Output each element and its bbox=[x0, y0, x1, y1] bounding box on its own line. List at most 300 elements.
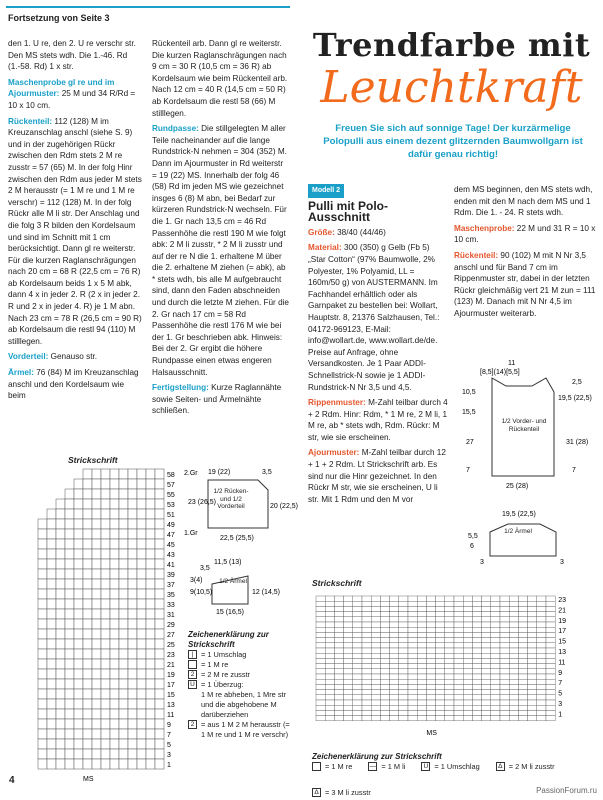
chart-cell bbox=[390, 632, 399, 637]
chart-cell bbox=[491, 664, 500, 669]
chart-cell bbox=[482, 627, 491, 632]
chart-cell bbox=[371, 658, 380, 663]
chart-cell bbox=[454, 622, 463, 627]
chart-cell bbox=[546, 612, 555, 617]
chart-cell bbox=[380, 653, 389, 658]
chart-cell bbox=[74, 759, 83, 769]
chart-cell bbox=[83, 669, 92, 679]
chart-cell bbox=[316, 710, 325, 715]
chart-cell bbox=[528, 638, 537, 643]
chart-cell bbox=[482, 674, 491, 679]
chart-cell bbox=[316, 658, 325, 663]
chart-cell bbox=[65, 699, 74, 709]
chart-cell bbox=[390, 601, 399, 606]
chart-cell bbox=[65, 559, 74, 569]
row-number: 13 bbox=[558, 649, 566, 656]
chart-cell bbox=[353, 664, 362, 669]
chart-cell bbox=[509, 674, 518, 679]
chart-cell bbox=[362, 700, 371, 705]
chart-cell bbox=[137, 519, 146, 529]
chart-cell bbox=[344, 664, 353, 669]
chart-cell bbox=[537, 679, 546, 684]
dim-top-small: 11 bbox=[508, 360, 516, 367]
chart-cell bbox=[110, 629, 119, 639]
chart-cell bbox=[537, 596, 546, 601]
chart-cell bbox=[83, 479, 92, 489]
chart-cell bbox=[482, 695, 491, 700]
chart-cell bbox=[546, 643, 555, 648]
chart-cell bbox=[353, 627, 362, 632]
chart-cell bbox=[491, 700, 500, 705]
chart-cell bbox=[65, 729, 74, 739]
chart-cell bbox=[399, 716, 408, 721]
chart-cell bbox=[390, 674, 399, 679]
chart-cell bbox=[325, 653, 334, 658]
chart-cell bbox=[426, 700, 435, 705]
chart-cell bbox=[92, 479, 101, 489]
chart-cell bbox=[83, 629, 92, 639]
chart-cell bbox=[38, 649, 47, 659]
chart-cell bbox=[155, 649, 164, 659]
row-number: 23 bbox=[167, 652, 175, 659]
chart-cell bbox=[155, 629, 164, 639]
chart-cell bbox=[445, 648, 454, 653]
chart-cell bbox=[83, 649, 92, 659]
chart-cell bbox=[74, 699, 83, 709]
legend-item: — = 1 M li bbox=[369, 762, 406, 771]
chart-cell bbox=[463, 679, 472, 684]
chart-cell bbox=[399, 601, 408, 606]
chart-cell bbox=[371, 679, 380, 684]
legend-title: Zeichenerklärung zur Strickschrift bbox=[188, 630, 269, 649]
chart-cell bbox=[528, 612, 537, 617]
chart-cell bbox=[65, 749, 74, 759]
chart-cell bbox=[110, 539, 119, 549]
dim-top: 11,5 (13) bbox=[214, 559, 242, 566]
chart-cell bbox=[137, 549, 146, 559]
chart-cell bbox=[454, 648, 463, 653]
chart-cell bbox=[482, 632, 491, 637]
chart-cell bbox=[528, 690, 537, 695]
chart-cell bbox=[316, 627, 325, 632]
chart-cell bbox=[518, 643, 527, 648]
chart-cell bbox=[146, 559, 155, 569]
chart-cell bbox=[65, 529, 74, 539]
chart-cell bbox=[316, 669, 325, 674]
chart-cell bbox=[325, 632, 334, 637]
chart-cell bbox=[56, 619, 65, 629]
chart-cell bbox=[436, 638, 445, 643]
chart-cell bbox=[491, 622, 500, 627]
chart-cell bbox=[408, 643, 417, 648]
chart-cell bbox=[83, 539, 92, 549]
chart-cell bbox=[399, 653, 408, 658]
chart-cell bbox=[344, 653, 353, 658]
dim-left-bottom: 27 bbox=[466, 439, 474, 446]
chart-cell bbox=[537, 627, 546, 632]
paragraph: Rückenteil: 112 (128) M im Kreuzanschlag anschl (siehe S. 9) und in der zugehörigen Rückr zwischen den Rdm stets 2 M re zusstr = 57 (65) M. In der folg Hinr zwischen den Rdm aus jeder M stets 2 M herausstr (= 1 M re und 1 M re verschr) = 112 (128) M. In der folg Rückr alle M li str. Der Anschlag und die folg 3 R bilden den Kordelsaum und sind im Schnitt mit 1 cm berücksichtigt. Dann gl re weiterstr. Für die kurzen Raglanschrägungen nach 20 cm = 68 R (22,5 cm = 76 R) ab Kordelsaum beids 1 x 5 M abk, dann 4 x in jeder 2. R (2 x in jeder 2. R und 2 x in jeder 4. R) je 1 M abn. Nach 23 cm = 78 R (26,5 cm = 90 R) ab Kordelsaum die restl 94 (110) M stilllegen. bbox=[8, 116, 142, 346]
chart-cell bbox=[482, 700, 491, 705]
chart-cell bbox=[101, 469, 110, 479]
chart-cell bbox=[155, 549, 164, 559]
chart-cell bbox=[353, 710, 362, 715]
chart-cell bbox=[316, 674, 325, 679]
chart-cell bbox=[518, 653, 527, 658]
chart-cell bbox=[83, 739, 92, 749]
chart-cell bbox=[344, 601, 353, 606]
chart-cell bbox=[92, 579, 101, 589]
chart-cell bbox=[371, 716, 380, 721]
chart-cell bbox=[56, 639, 65, 649]
chart-cell bbox=[137, 719, 146, 729]
chart-cell bbox=[353, 596, 362, 601]
chart-cell bbox=[537, 674, 546, 679]
chart-cell bbox=[353, 679, 362, 684]
chart-cell bbox=[454, 601, 463, 606]
chart-cell bbox=[65, 539, 74, 549]
chart-cell bbox=[74, 499, 83, 509]
chart-cell bbox=[528, 674, 537, 679]
chart-cell bbox=[463, 612, 472, 617]
chart-cell bbox=[482, 643, 491, 648]
chart-cell bbox=[528, 627, 537, 632]
chart-cell bbox=[445, 690, 454, 695]
chart-cell bbox=[92, 529, 101, 539]
chart-cell bbox=[380, 622, 389, 627]
chart-cell bbox=[472, 690, 481, 695]
chart-cell bbox=[509, 669, 518, 674]
row-number: 9 bbox=[558, 669, 563, 677]
chart-cell bbox=[528, 695, 537, 700]
chart-cell bbox=[92, 749, 101, 759]
chart-cell bbox=[353, 674, 362, 679]
left-page bbox=[0, 0, 299, 800]
chart-cell bbox=[436, 632, 445, 637]
chart-cell bbox=[92, 739, 101, 749]
chart-cell bbox=[325, 664, 334, 669]
chart-cell bbox=[101, 699, 110, 709]
chart-cell bbox=[482, 606, 491, 611]
chart-cell bbox=[47, 629, 56, 639]
chart-cell bbox=[65, 579, 74, 589]
chart-cell bbox=[417, 669, 426, 674]
chart-cell bbox=[362, 695, 371, 700]
chart-cell bbox=[500, 632, 509, 637]
chart-cell bbox=[101, 659, 110, 669]
chart-cell bbox=[509, 695, 518, 700]
chart-cell bbox=[537, 653, 546, 658]
chart-cell bbox=[482, 648, 491, 653]
chart-cell bbox=[92, 649, 101, 659]
chart-cell bbox=[74, 649, 83, 659]
chart-cell bbox=[500, 606, 509, 611]
chart-cell bbox=[417, 596, 426, 601]
chart-cell bbox=[38, 579, 47, 589]
chart-cell bbox=[408, 710, 417, 715]
row-number: 7 bbox=[558, 680, 563, 688]
chart-cell bbox=[472, 684, 481, 689]
chart-cell bbox=[101, 629, 110, 639]
chart-cell bbox=[426, 596, 435, 601]
chart-cell bbox=[74, 569, 83, 579]
chart-cell bbox=[38, 539, 47, 549]
chart-cell bbox=[92, 589, 101, 599]
chart-cell bbox=[353, 690, 362, 695]
chart-cell bbox=[472, 669, 481, 674]
chart-cell bbox=[83, 689, 92, 699]
chart-cell bbox=[445, 710, 454, 715]
dim-top: 19 (22) bbox=[208, 469, 231, 476]
chart-cell bbox=[334, 627, 343, 632]
chart-cell bbox=[128, 509, 137, 519]
row-number: 57 bbox=[167, 482, 175, 489]
dim-right: 20 (22,5) bbox=[270, 503, 299, 510]
chart-cell bbox=[110, 719, 119, 729]
dim-left-2: 6 bbox=[470, 543, 474, 550]
model-name: Pulli mit Polo-Ausschnitt bbox=[308, 198, 388, 225]
chart-cell bbox=[334, 695, 343, 700]
chart-cell bbox=[74, 509, 83, 519]
chart-cell bbox=[408, 684, 417, 689]
chart-cell bbox=[146, 739, 155, 749]
chart-cell bbox=[137, 509, 146, 519]
chart-cell bbox=[537, 669, 546, 674]
chart-cell bbox=[417, 716, 426, 721]
chart-cell bbox=[445, 617, 454, 622]
chart-cell bbox=[83, 519, 92, 529]
row-number: 11 bbox=[558, 659, 566, 667]
chart-cell bbox=[65, 669, 74, 679]
chart-cell bbox=[491, 679, 500, 684]
chart-cell bbox=[74, 729, 83, 739]
chart-cell bbox=[110, 649, 119, 659]
paragraph: Rückenteil arb. Dann gl re weiterstr. Die kurzen Raglanschrägungen nach 9 cm = 30 R (10,5 cm = 36 R) ab Kordelsaum wie beim Rückenteil arb. Nach 12 cm = 40 R (14,5 cm = 50 R) ab Kordelsaum die restl 58 (66) M stilllegen. bbox=[152, 39, 288, 118]
chart-cell bbox=[417, 700, 426, 705]
chart-cell bbox=[417, 679, 426, 684]
chart-cell bbox=[47, 729, 56, 739]
chart-cell bbox=[417, 653, 426, 658]
chart-cell bbox=[146, 759, 155, 769]
chart-cell bbox=[344, 674, 353, 679]
chart-cell bbox=[472, 658, 481, 663]
chart-cell bbox=[417, 612, 426, 617]
chart-cell bbox=[119, 659, 128, 669]
chart-cell bbox=[528, 622, 537, 627]
chart-cell bbox=[509, 648, 518, 653]
chart-cell bbox=[546, 669, 555, 674]
chart-cell bbox=[500, 690, 509, 695]
chart-cell bbox=[371, 700, 380, 705]
chart-cell bbox=[56, 589, 65, 599]
size-mark: 1.Gr bbox=[184, 530, 198, 537]
chart-cell bbox=[146, 729, 155, 739]
chart-cell bbox=[325, 669, 334, 674]
chart-cell bbox=[454, 690, 463, 695]
chart-cell bbox=[344, 705, 353, 710]
chart-cell bbox=[390, 638, 399, 643]
chart-cell bbox=[546, 705, 555, 710]
chart-cell bbox=[371, 643, 380, 648]
chart-cell bbox=[371, 622, 380, 627]
chart-cell bbox=[92, 499, 101, 509]
chart-cell bbox=[399, 710, 408, 715]
chart-cell bbox=[110, 499, 119, 509]
chart-cell bbox=[110, 759, 119, 769]
chart-cell bbox=[38, 709, 47, 719]
chart-cell bbox=[334, 596, 343, 601]
chart-cell bbox=[155, 689, 164, 699]
chart-cell bbox=[417, 638, 426, 643]
chart-cell bbox=[56, 649, 65, 659]
chart-cell bbox=[537, 622, 546, 627]
chart-cell bbox=[362, 606, 371, 611]
chart-cell bbox=[463, 695, 472, 700]
chart-cell bbox=[316, 601, 325, 606]
chart-cell bbox=[92, 599, 101, 609]
chart-cell bbox=[325, 700, 334, 705]
chart-cell bbox=[537, 612, 546, 617]
chart-cell bbox=[362, 705, 371, 710]
chart-cell bbox=[546, 596, 555, 601]
dim-right-small: 2,5 bbox=[572, 379, 582, 386]
row-number: 51 bbox=[167, 512, 175, 519]
chart-title: Strickschrift bbox=[312, 578, 362, 588]
chart-cell bbox=[426, 627, 435, 632]
chart-cell bbox=[47, 509, 56, 519]
dim-bottom-small-left: 7 bbox=[466, 467, 470, 474]
chart-cell bbox=[38, 589, 47, 599]
chart-cell bbox=[472, 612, 481, 617]
chart-cell bbox=[83, 709, 92, 719]
chart-cell bbox=[155, 639, 164, 649]
chart-cell bbox=[353, 695, 362, 700]
chart-cell bbox=[74, 679, 83, 689]
chart-cell bbox=[463, 648, 472, 653]
chart-cell bbox=[353, 638, 362, 643]
chart-cell bbox=[38, 599, 47, 609]
chart-cell bbox=[528, 658, 537, 663]
chart-cell bbox=[371, 653, 380, 658]
chart-cell bbox=[128, 499, 137, 509]
chart-cell bbox=[137, 679, 146, 689]
chart-cell bbox=[137, 739, 146, 749]
chart-cell bbox=[146, 499, 155, 509]
chart-cell bbox=[92, 519, 101, 529]
chart-cell bbox=[316, 617, 325, 622]
chart-cell bbox=[408, 601, 417, 606]
chart-cell bbox=[509, 617, 518, 622]
paragraph: Rückenteil: 90 (102) M mit N Nr 3,5 anschl und für Band 7 cm im Rippenmuster str, dabei in der letzten Rückr gleichmäßig vert 21 M zun = 111 (123) M. Danach mit N Nr 4,5 im Ajourmuster weiterarb. bbox=[454, 250, 596, 318]
chart-cell bbox=[38, 559, 47, 569]
chart-cell bbox=[344, 710, 353, 715]
chart-cell bbox=[528, 632, 537, 637]
chart-cell bbox=[101, 489, 110, 499]
chart-cell bbox=[155, 589, 164, 599]
chart-cell bbox=[56, 699, 65, 709]
chart-cell bbox=[371, 669, 380, 674]
chart-cell bbox=[316, 648, 325, 653]
chart-cell bbox=[137, 469, 146, 479]
chart-title: Strickschrift bbox=[68, 455, 118, 465]
chart-cell bbox=[362, 648, 371, 653]
chart-cell bbox=[472, 664, 481, 669]
chart-cell bbox=[362, 690, 371, 695]
chart-cell bbox=[445, 632, 454, 637]
chart-cell bbox=[38, 669, 47, 679]
page-number: 4 bbox=[9, 775, 15, 786]
chart-cell bbox=[74, 599, 83, 609]
chart-cell bbox=[92, 619, 101, 629]
chart-cell bbox=[380, 632, 389, 637]
chart-cell bbox=[445, 700, 454, 705]
chart-cell bbox=[316, 690, 325, 695]
chart-cell bbox=[92, 709, 101, 719]
chart-cell bbox=[537, 664, 546, 669]
chart-cell bbox=[74, 519, 83, 529]
chart-cell bbox=[128, 709, 137, 719]
chart-cell bbox=[390, 643, 399, 648]
chart-cell bbox=[380, 658, 389, 663]
chart-cell bbox=[137, 589, 146, 599]
chart-cell bbox=[334, 601, 343, 606]
row-number: 35 bbox=[167, 592, 175, 599]
chart-cell bbox=[137, 579, 146, 589]
chart-cell bbox=[56, 709, 65, 719]
chart-cell bbox=[518, 622, 527, 627]
chart-cell bbox=[436, 622, 445, 627]
chart-cell bbox=[74, 549, 83, 559]
chart-cell bbox=[110, 469, 119, 479]
left-column-2 bbox=[152, 38, 290, 421]
chart-cell bbox=[334, 606, 343, 611]
chart-cell bbox=[119, 599, 128, 609]
chart-cell bbox=[155, 709, 164, 719]
title-line-2: Leuchtkraft bbox=[320, 62, 583, 113]
chart-cell bbox=[155, 759, 164, 769]
chart-cell bbox=[390, 612, 399, 617]
chart-cell bbox=[546, 674, 555, 679]
chart-cell bbox=[155, 579, 164, 589]
chart-cell bbox=[38, 679, 47, 689]
chart-cell bbox=[128, 609, 137, 619]
chart-cell bbox=[546, 684, 555, 689]
chart-cell bbox=[546, 653, 555, 658]
chart-cell bbox=[426, 632, 435, 637]
chart-cell bbox=[137, 629, 146, 639]
chart-cell bbox=[56, 659, 65, 669]
chart-cell bbox=[500, 705, 509, 710]
chart-cell bbox=[155, 479, 164, 489]
chart-cell bbox=[101, 649, 110, 659]
chart-cell bbox=[325, 705, 334, 710]
chart-cell bbox=[47, 659, 56, 669]
chart-cell bbox=[137, 699, 146, 709]
chart-cell bbox=[155, 499, 164, 509]
chart-cell bbox=[146, 629, 155, 639]
chart-cell bbox=[155, 569, 164, 579]
chart-cell bbox=[83, 729, 92, 739]
chart-cell bbox=[137, 489, 146, 499]
dim-bottom-right: 3 bbox=[560, 559, 564, 566]
chart-cell bbox=[546, 648, 555, 653]
chart-cell bbox=[528, 601, 537, 606]
chart-cell bbox=[518, 658, 527, 663]
chart-cell bbox=[128, 669, 137, 679]
chart-cell bbox=[491, 695, 500, 700]
chart-cell bbox=[101, 729, 110, 739]
chart-cell bbox=[509, 690, 518, 695]
chart-cell bbox=[518, 606, 527, 611]
